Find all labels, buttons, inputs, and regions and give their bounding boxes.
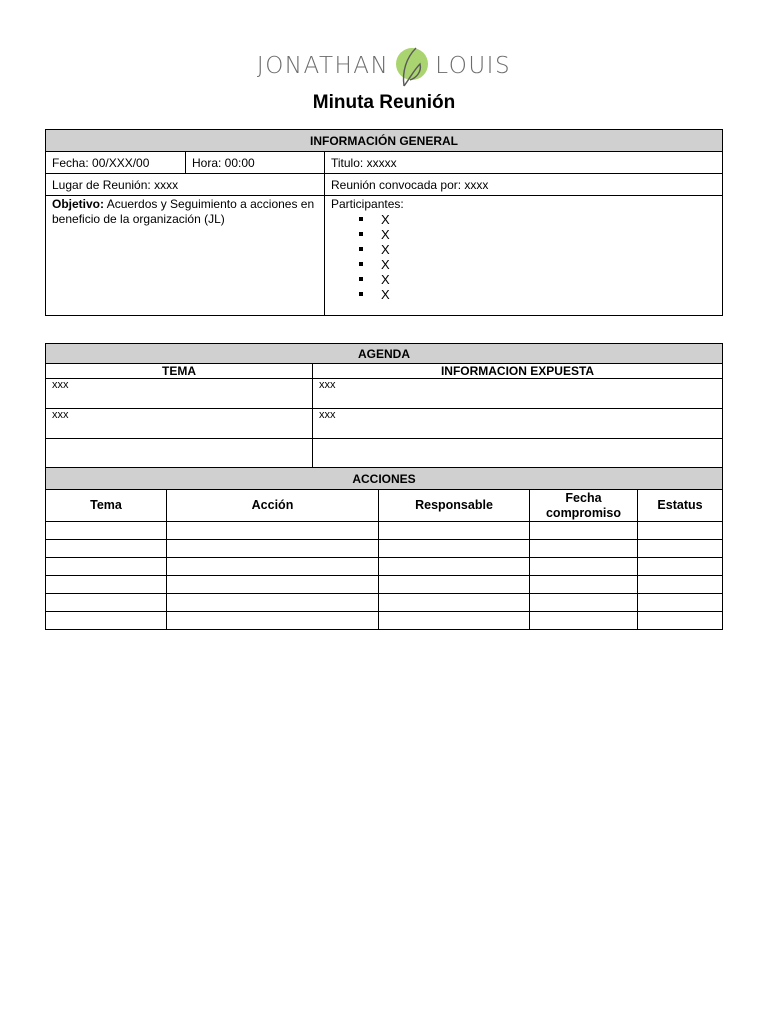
hora-cell: Hora: 00:00 <box>186 152 325 174</box>
table-row-tema <box>46 439 313 468</box>
general-info-header: INFORMACIÓN GENERAL <box>46 130 723 152</box>
participantes-cell <box>325 196 723 316</box>
logo-word-right: LOUIS <box>435 53 512 79</box>
acciones-col-tema: Tema <box>46 490 167 522</box>
list-item: X <box>355 242 716 257</box>
objetivo-cell <box>46 196 325 316</box>
company-logo <box>0 42 768 90</box>
table-row-info: xxx <box>313 409 723 439</box>
participantes-label: Participantes: <box>331 197 404 211</box>
table-row <box>46 522 723 540</box>
list-item: X <box>355 227 716 242</box>
table-row <box>46 594 723 612</box>
objetivo-text: Acuerdos y Seguimiento a acciones en beneficio de la organización (JL) <box>52 197 315 226</box>
list-item: X <box>355 272 716 287</box>
logo-mark-icon <box>392 42 432 90</box>
agenda-col-tema: TEMA <box>46 364 313 379</box>
agenda-col-info: INFORMACION EXPUESTA <box>313 364 723 379</box>
general-info-table <box>45 129 723 316</box>
table-row-info <box>313 439 723 468</box>
list-item: X <box>355 257 716 272</box>
objetivo-label: Objetivo: <box>52 197 105 211</box>
acciones-col-accion: Acción <box>167 490 379 522</box>
acciones-col-estatus: Estatus <box>638 490 723 522</box>
convocada-cell: Reunión convocada por: xxxx <box>325 174 723 196</box>
list-item: X <box>355 287 716 302</box>
agenda-table <box>45 343 723 468</box>
table-row <box>46 612 723 630</box>
fecha-cell: Fecha: 00/XXX/00 <box>46 152 186 174</box>
page-title: Minuta Reunión <box>312 92 456 113</box>
table-row-info: xxx <box>313 379 723 409</box>
titulo-cell: Titulo: xxxxx <box>325 152 723 174</box>
table-row-tema: xxx <box>46 409 313 439</box>
acciones-col-fecha: Fecha compromiso <box>530 490 638 522</box>
acciones-col-responsable: Responsable <box>379 490 530 522</box>
lugar-cell: Lugar de Reunión: xxxx <box>46 174 325 196</box>
table-row-tema: xxx <box>46 379 313 409</box>
acciones-table <box>45 467 723 630</box>
acciones-header: ACCIONES <box>46 468 723 490</box>
participantes-list <box>331 212 716 302</box>
table-row <box>46 576 723 594</box>
table-row <box>46 540 723 558</box>
agenda-header: AGENDA <box>46 344 723 364</box>
logo-word-left: JONATHAN <box>256 53 390 79</box>
table-row <box>46 558 723 576</box>
list-item: X <box>355 212 716 227</box>
